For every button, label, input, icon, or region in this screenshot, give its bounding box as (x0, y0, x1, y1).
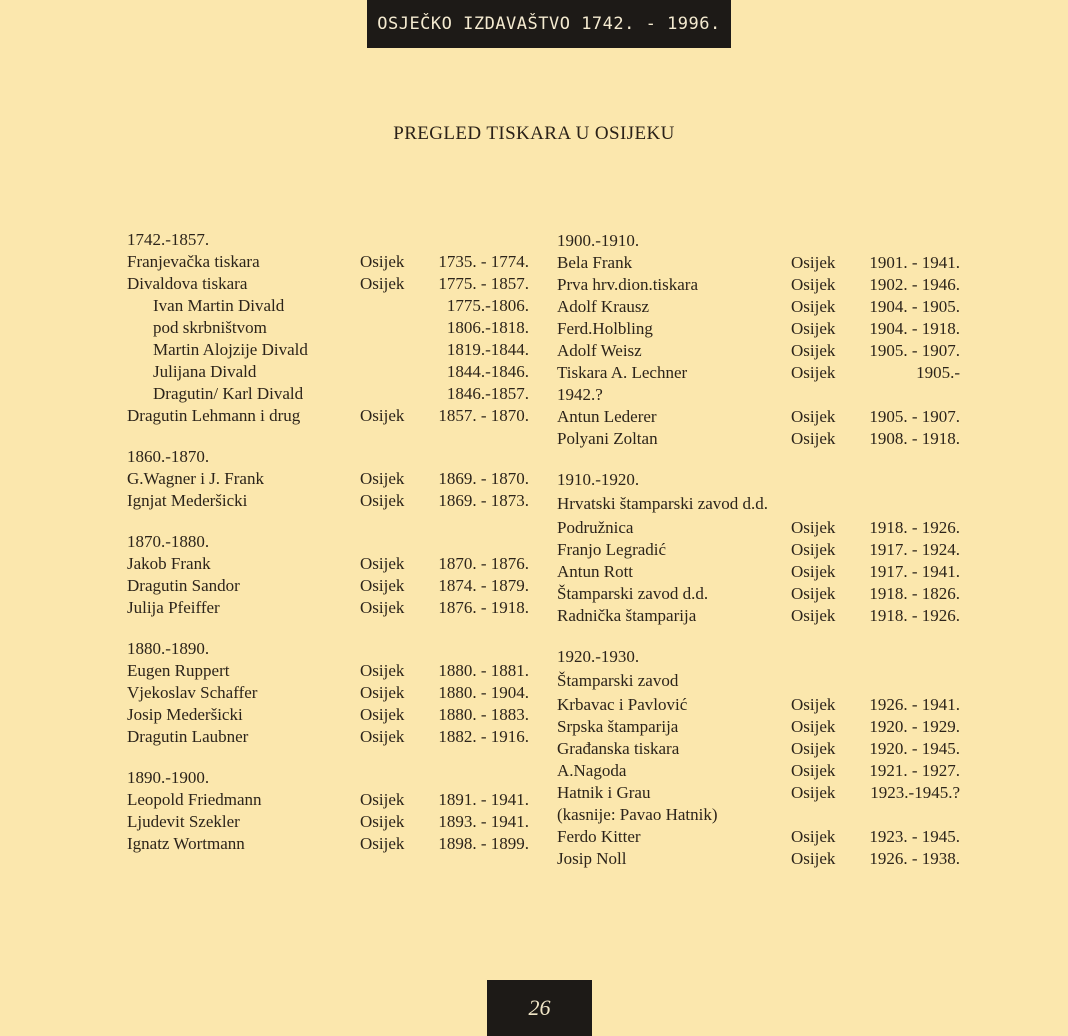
printer-entry (127, 789, 529, 811)
printer-place: Osijek (791, 518, 836, 537)
printer-name: Dragutin Lehmann i drug (127, 406, 301, 425)
printer-entry (557, 848, 960, 870)
printer-entry (557, 384, 960, 406)
printer-name: Dragutin Sandor (127, 576, 240, 595)
printer-entry (557, 362, 960, 384)
printer-name: Dragutin/ Karl Divald (153, 384, 304, 403)
period-group (127, 229, 529, 427)
period-heading: 1860.-1870. (127, 447, 210, 466)
printer-name: Ferdo Kitter (557, 827, 641, 846)
group-subheading: Štamparski zavod (557, 671, 679, 690)
printer-years: 1923.-1945.? (870, 783, 960, 802)
printer-entry (127, 251, 529, 273)
printer-place: Osijek (791, 253, 836, 272)
printer-entry (557, 406, 960, 428)
printer-place: Osijek (791, 562, 836, 581)
period-heading: 1890.-1900. (127, 768, 210, 787)
printer-name: Dragutin Laubner (127, 727, 249, 746)
printer-years: 1921. - 1927. (869, 761, 960, 780)
printer-years: 1874. - 1879. (438, 576, 529, 595)
printer-name: A.Nagoda (557, 761, 627, 780)
period-group (557, 230, 960, 450)
printer-years: 1844.-1846. (446, 362, 529, 381)
printer-years: 1882. - 1916. (438, 727, 529, 746)
printer-years: 1898. - 1899. (438, 834, 529, 853)
period-group (127, 531, 529, 619)
printer-place: Osijek (791, 584, 836, 603)
period-group (127, 767, 529, 855)
printer-name: Ignatz Wortmann (127, 834, 245, 853)
printer-years: 1905.- (916, 363, 960, 382)
printer-name: Ferd.Holbling (557, 319, 653, 338)
printer-entry (127, 295, 529, 317)
period-heading: 1742.-1857. (127, 230, 210, 249)
printer-place: Osijek (360, 812, 405, 831)
printer-name: (kasnije: Pavao Hatnik) (557, 805, 718, 824)
printer-name: Julijana Divald (153, 362, 257, 381)
printer-years: 1876. - 1918. (438, 598, 529, 617)
printer-name: Ignjat Mederšicki (127, 491, 248, 510)
printer-entry (127, 490, 529, 512)
printer-name: Prva hrv.dion.tiskara (557, 275, 699, 294)
printer-entry (557, 760, 960, 782)
printer-years: 1902. - 1946. (869, 275, 960, 294)
printer-entry (127, 339, 529, 361)
printer-years: 1869. - 1870. (438, 469, 529, 488)
printer-entry (557, 340, 960, 362)
printer-name: Jakob Frank (127, 554, 211, 573)
printer-name: Tiskara A. Lechner (557, 363, 688, 382)
printer-place: Osijek (360, 252, 405, 271)
printer-name: Hatnik i Grau (557, 783, 651, 802)
printer-entry (557, 561, 960, 583)
printer-years: 1905. - 1907. (869, 407, 960, 426)
printer-entry (127, 317, 529, 339)
printer-years: 1806.-1818. (446, 318, 529, 337)
printer-entry (127, 811, 529, 833)
printer-place: Osijek (360, 576, 405, 595)
printer-place: Osijek (791, 341, 836, 360)
printer-place: Osijek (791, 319, 836, 338)
printer-years: 1904. - 1918. (869, 319, 960, 338)
printer-years: 1917. - 1924. (869, 540, 960, 559)
printer-place: Osijek (360, 554, 405, 573)
printer-years: 1918. - 1826. (869, 584, 960, 603)
printer-years: 1901. - 1941. (869, 253, 960, 272)
printer-place: Osijek (791, 849, 836, 868)
period-heading: 1880.-1890. (127, 639, 210, 658)
printer-years: 1775.-1806. (446, 296, 529, 315)
printer-entry (557, 517, 960, 539)
printer-name: Josip Mederšicki (127, 705, 243, 724)
printer-entry (127, 361, 529, 383)
printer-place: Osijek (360, 598, 405, 617)
printer-years: 1870. - 1876. (438, 554, 529, 573)
printer-entry (127, 468, 529, 490)
printer-entry (127, 704, 529, 726)
printer-name: G.Wagner i J. Frank (127, 469, 264, 488)
printer-place: Osijek (360, 683, 405, 702)
period-heading: 1900.-1910. (557, 231, 640, 250)
period-heading: 1870.-1880. (127, 532, 210, 551)
page-number: 26 (528, 995, 551, 1020)
printer-entry (557, 804, 960, 826)
printer-place: Osijek (791, 827, 836, 846)
printer-name: Štamparski zavod d.d. (557, 584, 709, 603)
printer-years: 1918. - 1926. (869, 518, 960, 537)
printer-name: Krbavac i Pavlović (557, 695, 688, 714)
printer-name: Antun Rott (557, 562, 634, 581)
printer-entry (557, 694, 960, 716)
period-group (127, 638, 529, 748)
printer-name: Antun Lederer (557, 407, 657, 426)
printer-name: Josip Noll (557, 849, 627, 868)
printer-years: 1880. - 1881. (438, 661, 529, 680)
printer-years: 1908. - 1918. (869, 429, 960, 448)
header-title: OSJEČKO IZDAVAŠTVO 1742. - 1996. (377, 14, 721, 34)
period-heading: 1910.-1920. (557, 470, 640, 489)
printer-name: Julija Pfeiffer (127, 598, 220, 617)
printer-name: pod skrbništvom (153, 318, 267, 337)
printer-place: Osijek (791, 783, 836, 802)
page-number-box (487, 980, 592, 1036)
printer-entry (557, 782, 960, 804)
printer-entry (557, 296, 960, 318)
printer-years: 1846.-1857. (446, 384, 529, 403)
printer-name: Martin Alojzije Divald (153, 340, 308, 359)
printer-years: 1918. - 1926. (869, 606, 960, 625)
printer-years: 1905. - 1907. (869, 341, 960, 360)
printer-years: 1880. - 1883. (438, 705, 529, 724)
printer-entry (127, 575, 529, 597)
printer-entry (557, 252, 960, 274)
printer-entry (127, 660, 529, 682)
printer-name: Polyani Zoltan (557, 429, 658, 448)
printer-place: Osijek (791, 429, 836, 448)
printer-entry (127, 682, 529, 704)
group-subheading: Hrvatski štamparski zavod d.d. (557, 494, 769, 513)
printer-name: Bela Frank (557, 253, 633, 272)
printer-entry (557, 274, 960, 296)
printer-place: Osijek (360, 790, 405, 809)
printer-entry (557, 605, 960, 627)
printer-name: Leopold Friedmann (127, 790, 262, 809)
printer-entry (557, 738, 960, 760)
printer-place: Osijek (360, 491, 405, 510)
printer-place: Osijek (360, 727, 405, 746)
printer-place: Osijek (360, 834, 405, 853)
printer-years: 1857. - 1870. (438, 406, 529, 425)
printer-name: Ivan Martin Divald (153, 296, 285, 315)
printer-entry (557, 428, 960, 450)
printer-entry (127, 726, 529, 748)
printer-place: Osijek (791, 695, 836, 714)
printer-place: Osijek (791, 606, 836, 625)
printer-place: Osijek (791, 540, 836, 559)
printer-name: Eugen Ruppert (127, 661, 230, 680)
printer-years: 1880. - 1904. (438, 683, 529, 702)
printer-years: 1819.-1844. (446, 340, 529, 359)
printer-years: 1893. - 1941. (438, 812, 529, 831)
printer-name: Ljudevit Szekler (127, 812, 240, 831)
left-column (127, 229, 529, 874)
printer-entry (127, 833, 529, 855)
printer-place: Osijek (791, 761, 836, 780)
printer-years: 1869. - 1873. (438, 491, 529, 510)
printer-entry (557, 826, 960, 848)
printer-place: Osijek (791, 363, 836, 382)
printer-name: Srpska štamparija (557, 717, 679, 736)
right-column (557, 230, 960, 889)
period-heading: 1920.-1930. (557, 647, 640, 666)
period-group (557, 646, 960, 870)
printer-name: Franjo Legradić (557, 540, 667, 559)
page-title: PREGLED TISKARA U OSIJEKU (393, 123, 675, 144)
printer-name: Adolf Weisz (557, 341, 642, 360)
header-title-bar (367, 0, 731, 48)
printer-entry (557, 318, 960, 340)
printer-place: Osijek (360, 274, 405, 293)
printer-name: Građanska tiskara (557, 739, 680, 758)
printer-place: Osijek (791, 739, 836, 758)
period-group (127, 446, 529, 512)
printer-entry (127, 405, 529, 427)
printer-years: 1775. - 1857. (438, 274, 529, 293)
printer-entry (127, 597, 529, 619)
printer-place: Osijek (360, 705, 405, 724)
printer-place: Osijek (791, 407, 836, 426)
printer-years: 1904. - 1905. (869, 297, 960, 316)
printer-entry (127, 273, 529, 295)
printer-place: Osijek (791, 717, 836, 736)
printer-entry (557, 583, 960, 605)
printer-entry (557, 716, 960, 738)
period-group (557, 469, 960, 627)
printer-name: Radnička štamparija (557, 606, 697, 625)
printer-name: Vjekoslav Schaffer (127, 683, 258, 702)
printer-years: 1735. - 1774. (438, 252, 529, 271)
printer-name: Adolf Krausz (557, 297, 650, 316)
printer-years: 1891. - 1941. (438, 790, 529, 809)
printer-entry (127, 553, 529, 575)
printer-name: Divaldova tiskara (127, 274, 248, 293)
printer-place: Osijek (360, 661, 405, 680)
printer-name: Podružnica (557, 518, 634, 537)
printer-name: 1942.? (557, 385, 603, 404)
printer-entry (127, 383, 529, 405)
printer-years: 1917. - 1941. (869, 562, 960, 581)
printer-years: 1920. - 1945. (869, 739, 960, 758)
printer-entry (557, 539, 960, 561)
printer-place: Osijek (360, 406, 405, 425)
printer-place: Osijek (791, 297, 836, 316)
printer-years: 1923. - 1945. (869, 827, 960, 846)
printer-years: 1926. - 1938. (869, 849, 960, 868)
printer-years: 1926. - 1941. (869, 695, 960, 714)
printer-place: Osijek (791, 275, 836, 294)
printer-years: 1920. - 1929. (869, 717, 960, 736)
printer-place: Osijek (360, 469, 405, 488)
printer-name: Franjevačka tiskara (127, 252, 260, 271)
